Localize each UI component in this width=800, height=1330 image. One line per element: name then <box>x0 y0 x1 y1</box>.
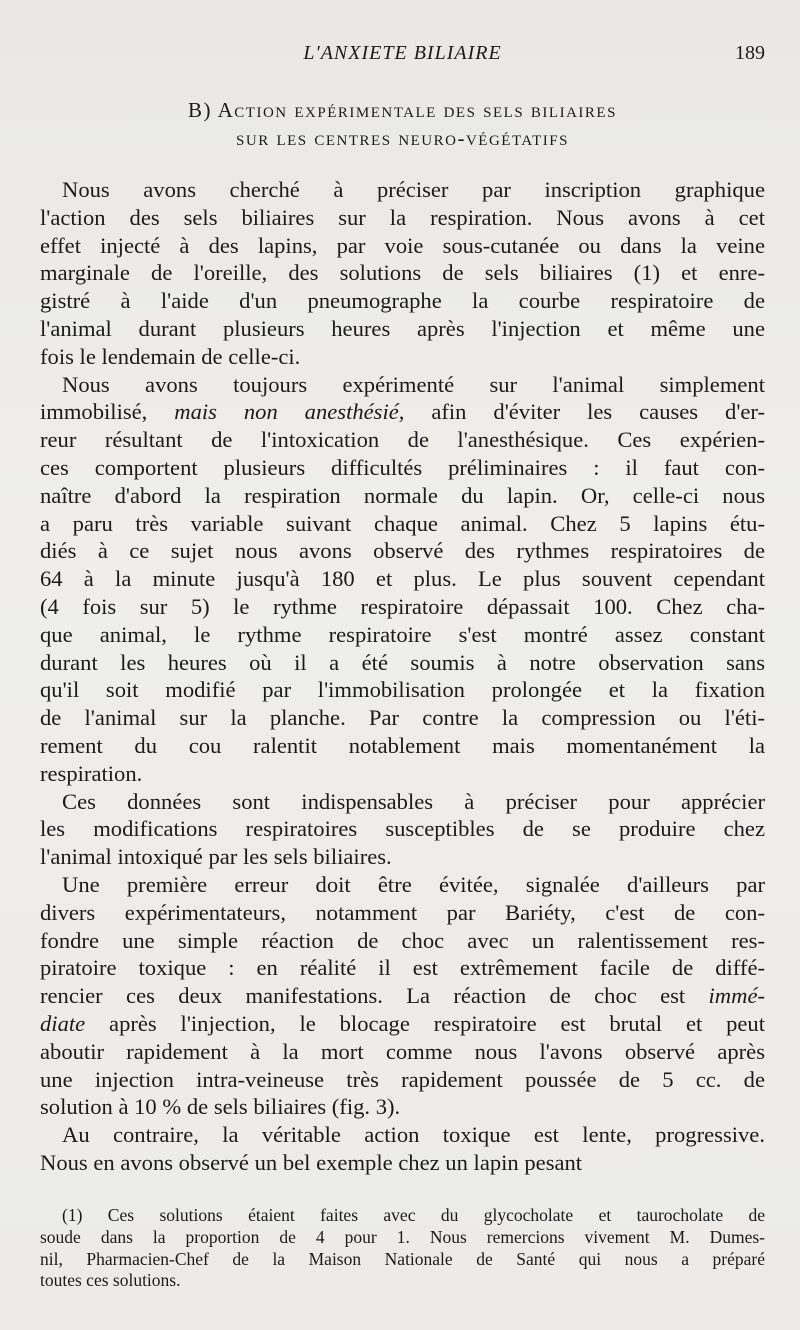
text-line: divers expérimentateurs, notamment par Bariéty, c'est de con- <box>40 899 765 925</box>
text-line: Au contraire, la véritable action toxique est lente, progressive. <box>62 1122 765 1148</box>
section-heading-line-2: sur les centres neuro-végétatifs <box>236 126 569 150</box>
text-line: Nous avons cherché à préciser par inscription graphique <box>62 177 765 202</box>
text-line: diate après l'injection, le blocage respiratoire est brutal et peut <box>40 1010 765 1036</box>
text-line: Nous en avons observé un bel exemple chez un lapin pesant <box>40 1149 583 1175</box>
text-line: (4 fois sur 5) le rythme respiratoire dépassait 100. Chez cha- <box>40 593 765 619</box>
footnote-line: nil, Pharmacien-Chef de la Maison Nationale de Santé qui nous a préparé <box>40 1248 765 1269</box>
section-heading <box>40 96 765 152</box>
text-line: respiration. <box>40 760 143 786</box>
paragraph <box>40 371 765 788</box>
text-line: immobilisé, mais non anesthésié, afin d'éviter les causes d'er- <box>40 399 766 425</box>
paragraph <box>40 871 765 1121</box>
page-header <box>40 38 765 68</box>
body-text <box>40 176 765 1177</box>
text-line: rement du cou ralentit notablement mais momentanément la <box>40 732 765 758</box>
text-line: fois le lendemain de celle-ci. <box>40 343 301 369</box>
text-line: reur résultant de l'intoxication de l'anesthésique. Ces expérien- <box>40 427 765 453</box>
text-line: l'animal durant plusieurs heures après l'injection et même une <box>40 315 765 341</box>
text-line: de l'animal sur la planche. Par contre la compression ou l'éti- <box>40 705 765 731</box>
section-heading-line-1: B) Action expérimentale des sels biliaires <box>188 98 617 122</box>
paragraph <box>40 176 765 371</box>
text-line: Nous avons toujours expérimenté sur l'animal simplement <box>62 371 765 397</box>
text-line: gistré à l'aide d'un pneumographe la courbe respiratoire de <box>40 288 765 314</box>
text-line: a paru très variable suivant chaque animal. Chez 5 lapins étu- <box>40 510 765 536</box>
text-line: piratoire toxique : en réalité il est extrêmement facile de diffé- <box>40 955 765 981</box>
footnote <box>40 1205 765 1292</box>
text-line: effet injecté à des lapins, par voie sous-cutanée ou dans la veine <box>40 232 765 258</box>
text-line: 64 à la minute jusqu'à 180 et plus. Le plus souvent cependant <box>40 566 765 592</box>
text-line: marginale de l'oreille, des solutions de sels biliaires (1) et enre- <box>40 260 765 286</box>
text-line: que animal, le rythme respiratoire s'est montré assez constant <box>40 621 765 647</box>
italic-text: mais non anesthésié, <box>174 399 405 425</box>
running-head: L'ANXIETE BILIAIRE <box>303 42 502 64</box>
text-line: rencier ces deux manifestations. La réaction de choc est immé- <box>40 983 765 1009</box>
text-line: Ces données sont indispensables à préciser pour apprécier <box>62 788 765 814</box>
text-line: qu'il soit modifié par l'immobilisation prolongée et la fixation <box>40 677 765 703</box>
text-line: l'action des sels biliaires sur la respiration. Nous avons à cet <box>40 204 765 230</box>
text-line: ces comportent plusieurs difficultés préliminaires : il faut con- <box>40 454 765 480</box>
italic-text: diate <box>40 1010 86 1036</box>
text-line: l'animal intoxiqué par les sels biliaires. <box>40 844 392 870</box>
text-line: Une première erreur doit être évitée, signalée d'ailleurs par <box>62 871 765 897</box>
text-line: fondre une simple réaction de choc avec un ralentissement res- <box>40 927 765 953</box>
footnote-line: (1) Ces solutions étaient faites avec du glycocholate et taurocholate de <box>62 1205 765 1225</box>
footnote-line: soude dans la proportion de 4 pour 1. Nous remercions vivement M. Dumes- <box>40 1226 765 1247</box>
text-line: aboutir rapidement à la mort comme nous l'avons observé après <box>40 1038 765 1064</box>
paragraph <box>40 1121 765 1177</box>
text-line: une injection intra-veineuse très rapidement poussée de 5 cc. de <box>40 1066 765 1092</box>
text-line: diés à ce sujet nous avons observé des rythmes respiratoires de <box>40 538 765 564</box>
text-line: durant les heures où il a été soumis à notre observation sans <box>40 649 765 675</box>
paragraph <box>40 788 765 871</box>
text-line: solution à 10 % de sels biliaires (fig. 3). <box>40 1094 401 1120</box>
footnote-line: toutes ces solutions. <box>40 1270 181 1291</box>
text-line: les modifications respiratoires susceptibles de se produire chez <box>40 816 765 842</box>
italic-text: immé- <box>708 983 765 1009</box>
page-number: 189 <box>735 42 765 64</box>
text-line: naître d'abord la respiration normale du lapin. Or, celle-ci nous <box>40 482 765 508</box>
